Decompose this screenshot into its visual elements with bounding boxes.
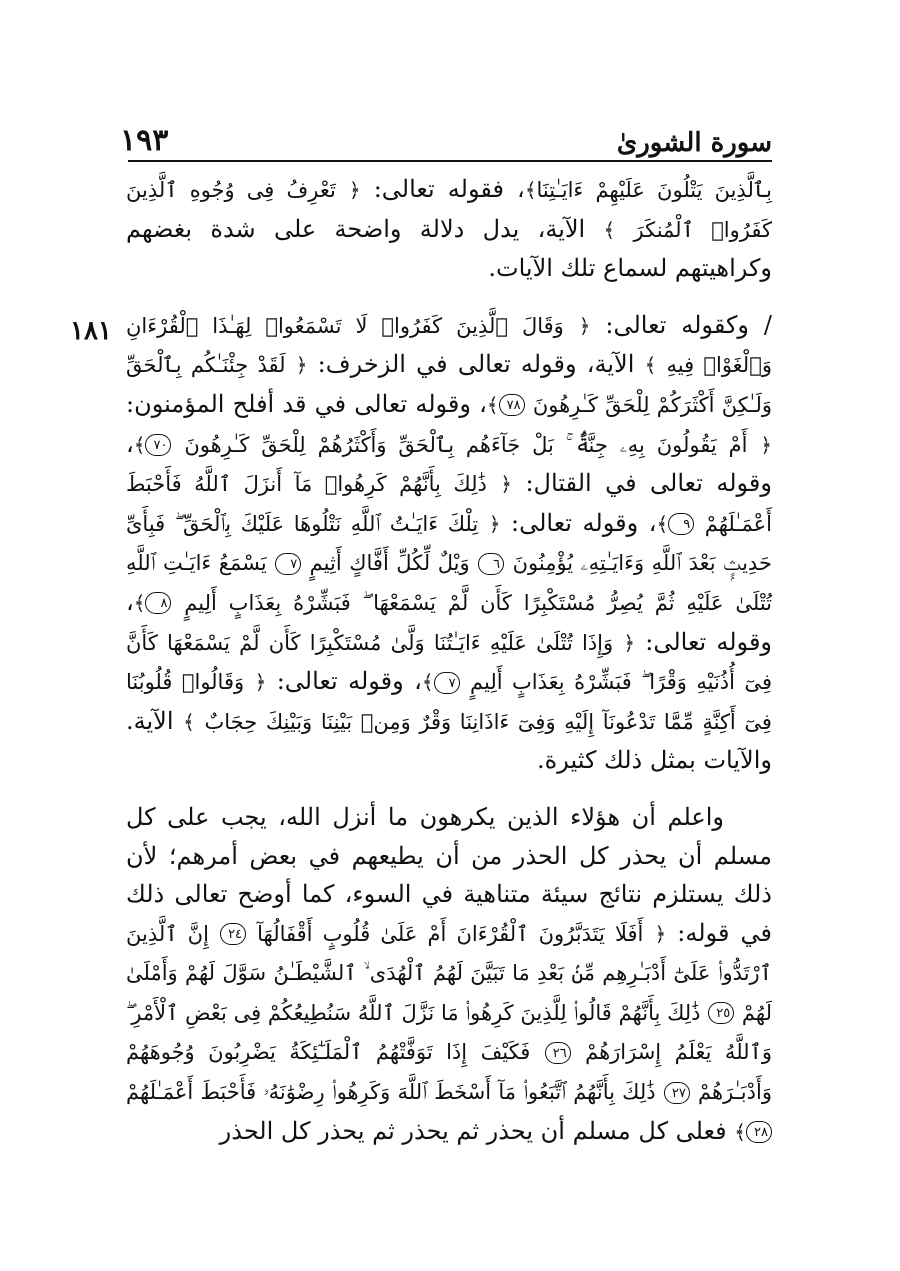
quran-text: يَسْمَعُ ءَايَـٰتِ ٱللَّهِ تُتْلَىٰ عَلَيْهِ ثُمَّ يُصِرُّ مُسْتَكْبِرًا كَأَن لَّمْ يَسْمَعْهَا ۖ فَبَشِّرْهُ بِعَذَابٍ أَلِيمٍ — [126, 551, 772, 615]
body-text: الآية. والآيات بمثل ذلك كثيرة. — [126, 706, 772, 775]
quote-open-ornament: ﴿ — [760, 432, 772, 457]
ayah-number-marker: ٢٥ — [708, 1002, 734, 1024]
quote-open-ornament: ﴿ — [254, 670, 267, 695]
quran-text: أَفَلَا يَتَدَبَّرُونَ ٱلْقُرْءَانَ أَمْ عَلَىٰ قُلُوبٍ أَقْفَالُهَآ — [257, 921, 644, 946]
quran-text: تَعْرِفُ فِى وُجُوهِ ٱلَّذِينَ كَفَرُوا۟ ٱلْمُنكَرَ — [126, 178, 772, 242]
ayah-number-marker: ٢٤ — [220, 923, 246, 945]
ayah-number-marker: ٢٧ — [664, 1082, 690, 1104]
body-text: واعلم أن هؤلاء الذين يكرهون ما أنزل الله، يجب على كل مسلم أن يحذر كل الحذر من أن يطيعهم في بعض أمرهم؛ لأن ذلك يستلزم نتائج سيئة متناهية في السوء، كما أوضح تعالى ذلك في قوله: — [126, 802, 772, 947]
page-body — [126, 170, 772, 1151]
body-text: ، فقوله تعالى: — [373, 175, 525, 203]
ayah-number-marker: ٧ — [275, 553, 301, 575]
body-text: / وكقوله تعالى: — [605, 310, 772, 339]
quote-close-ornament: ﴾ — [486, 392, 499, 417]
quran-text: وَيْلٌ لِّكُلِّ أَفَّاكٍ أَثِيمٍ — [309, 551, 470, 576]
quran-text: ذَٰلِكَ بِأَنَّهُمْ قَالُوا۟ لِلَّذِينَ كَرِهُوا۟ مَا نَزَّلَ ٱللَّهُ سَنُطِيعُكُمْ فِى بَعْضِ ٱلْأَمْرِ ۖ وَٱللَّهُ يَعْلَمُ إِسْرَارَهُمْ — [126, 1000, 772, 1065]
quote-open-ornament: ﴿ — [578, 313, 591, 338]
quran-text: وَقَالُوا۟ قُلُوبُنَا فِىٓ أَكِنَّةٍ مِّمَّا تَدْعُونَآ إِلَيْهِ وَفِىٓ ءَاذَانِنَا وَقْرٌ وَمِنۢ بَيْنِنَا وَبَيْنِكَ حِجَابٌ — [126, 670, 772, 734]
body-text: ، وقوله تعالى في القتال: — [126, 429, 772, 498]
quran-text: وَإِذَا تُتْلَىٰ عَلَيْهِ ءَايَـٰتُنَا وَلَّىٰ مُسْتَكْبِرًا كَأَن لَّمْ يَسْمَعْهَا كَأَنَّ فِىٓ أُذُنَيْهِ وَقْرًا ۖ فَبَشِّرْهُ بِعَذَابٍ أَلِيمٍ — [126, 630, 772, 695]
ayah-number-marker: ٧٨ — [499, 394, 525, 416]
ayah-number-marker: ٧٠ — [145, 434, 171, 456]
quote-close-ornament: ﴾ — [183, 709, 195, 734]
quran-text: فَكَيْفَ إِذَا تَوَفَّتْهُمُ ٱلْمَلَـٰٓئِكَةُ يَضْرِبُونَ وُجُوهَهُمْ وَأَدْبَـٰرَهُمْ — [126, 1040, 772, 1105]
quran-text: ذَٰلِكَ بِأَنَّهُمُ ٱتَّبَعُوا۟ مَآ أَسْخَطَ ٱللَّهَ وَكَرِهُوا۟ رِضْوَٰنَهُۥ فَأَحْبَطَ أَعْمَـٰلَهُمْ — [126, 1080, 656, 1105]
margin-page-reference: ١٨١ — [70, 316, 112, 346]
quote-open-ornament: ﴿ — [295, 353, 308, 378]
quran-text: إِنَّ ٱلَّذِينَ ٱرْتَدُّوا۟ عَلَىٰٓ أَدْبَـٰرِهِم مِّنۢ بَعْدِ مَا تَبَيَّنَ لَهُمُ ٱلْهُدَى ۙ ٱلشَّيْطَـٰنُ سَوَّلَ لَهُمْ وَأَمْلَىٰ لَهُمْ — [126, 921, 772, 1025]
body-text: فعلى كل مسلم أن يحذر ثم يحذر ثم يحذر كل الحذر — [219, 1116, 727, 1145]
quote-close-ornament: ﴾ — [133, 432, 146, 457]
quran-text: تِلْكَ ءَايَـٰتُ ٱللَّهِ نَتْلُوهَا عَلَيْكَ بِٱلْحَقِّ ۖ فَبِأَىِّ حَدِيثٍۭ بَعْدَ ٱللَّهِ وَءَايَـٰتِهِۦ يُؤْمِنُونَ — [126, 511, 772, 576]
quote-close-ornament: ﴾ — [524, 178, 537, 202]
quote-open-ornament: ﴿ — [623, 630, 636, 655]
paragraph-1 — [126, 170, 772, 288]
ayah-number-marker: ٩ — [668, 513, 694, 535]
quote-close-ornament: ﴾ — [421, 670, 434, 695]
ayah-number-marker: ٢٨ — [746, 1121, 772, 1143]
paragraph-3 — [126, 798, 772, 1151]
body-text: ، وقوله تعالى: — [126, 587, 773, 656]
quran-text: وَقَالَ ٱلَّذِينَ كَفَرُوا۟ لَا تَسْمَعُوا۟ لِهَـٰذَا ٱلْقُرْءَانِ وَٱلْغَوْا۟ فِيهِ — [126, 313, 772, 378]
quote-open-ornament: ﴿ — [348, 178, 361, 202]
page-number: ١٩٣ — [120, 123, 169, 158]
quote-close-ornament: ﴾ — [734, 1119, 746, 1144]
ayah-number-marker: ٧ — [434, 672, 460, 694]
page-header — [120, 112, 772, 156]
ayah-number-marker: ٦ — [478, 553, 504, 575]
quote-open-ornament: ﴿ — [654, 921, 667, 946]
quran-text: أَمْ يَقُولُونَ بِهِۦ جِنَّةٌۢ ۚ بَلْ جَآءَهُم بِٱلْحَقِّ وَأَكْثَرُهُمْ لِلْحَقِّ كَـٰرِهُونَ — [184, 432, 748, 457]
body-text: ، وقوله تعالى في قد أفلح المؤمنون: — [126, 389, 487, 418]
ayah-number-marker: ٢٦ — [545, 1042, 571, 1064]
ayah-number-marker: ٨ — [145, 592, 171, 614]
quran-text: لَقَدْ جِئْنَـٰكُم بِٱلْحَقِّ وَلَـٰكِنَّ أَكْثَرَكُمْ لِلْحَقِّ كَـٰرِهُونَ — [126, 353, 772, 417]
quran-text: ذَٰلِكَ بِأَنَّهُمْ كَرِهُوا۟ مَآ أَنزَلَ ٱللَّهُ فَأَحْبَطَ أَعْمَـٰلَهُمْ — [126, 472, 772, 536]
quote-close-ornament: ﴾ — [644, 353, 657, 378]
surah-title: سورة الشورىٰ — [616, 128, 772, 158]
body-text: ، وقوله تعالى: — [276, 667, 422, 696]
header-rule — [128, 160, 772, 162]
quote-close-ornament: ﴾ — [133, 590, 146, 615]
body-text: ، وقوله تعالى: — [511, 508, 657, 537]
quran-text: بِٱلَّذِينَ يَتْلُونَ عَلَيْهِمْ ءَايَـٰتِنَا — [536, 178, 772, 202]
quote-open-ornament: ﴿ — [488, 511, 501, 536]
quote-close-ornament: ﴾ — [656, 511, 669, 536]
quote-open-ornament: ﴿ — [500, 472, 513, 497]
body-text: الآية، وقوله تعالى في الزخرف: — [317, 350, 635, 379]
paragraph-2 — [126, 306, 772, 780]
quote-close-ornament: ﴾ — [603, 217, 616, 242]
body-text: الآية، يدل دلالة واضحة على شدة بغضهم وكراهيتهم لسماع تلك الآيات. — [126, 214, 772, 283]
